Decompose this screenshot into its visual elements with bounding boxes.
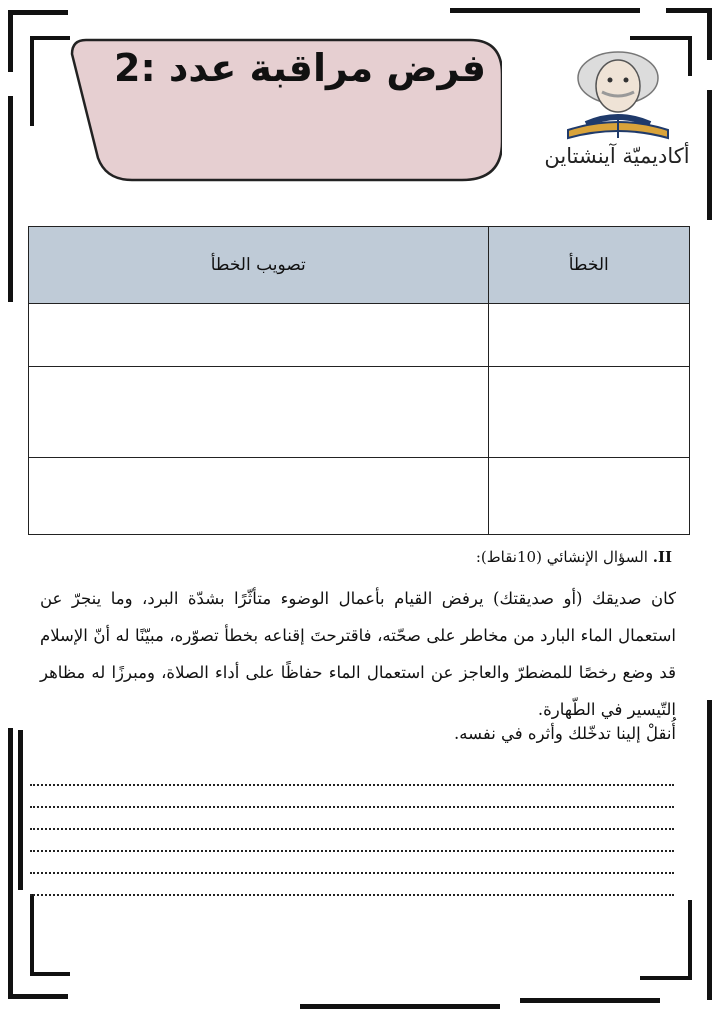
table-cell[interactable] <box>29 367 489 458</box>
table-cell[interactable] <box>29 304 489 367</box>
frame-right-inner-v <box>688 36 692 76</box>
frame-top-right-h <box>450 8 640 13</box>
table-cell[interactable] <box>488 458 689 535</box>
answer-line[interactable] <box>30 828 674 830</box>
column-header-error: الخطأ <box>488 227 689 304</box>
error-correction-table <box>28 226 690 535</box>
frame-bottom-right-inner-v <box>688 900 692 980</box>
frame-bottom-left-v <box>8 728 13 998</box>
table-row <box>29 458 690 535</box>
question-number: II. <box>652 548 672 566</box>
frame-bottom-mid-h <box>300 1004 500 1009</box>
table-row <box>29 367 690 458</box>
question-task: أُنقلْ إلينا تدخّلك وأثره في نفسه. <box>454 724 676 743</box>
question-heading <box>476 548 672 566</box>
frame-bottom-right-inner-h <box>640 976 692 980</box>
question-paragraph: كان صديقك (أو صديقتك) يرفض القيام بأعمال الوضوء متأثّرًا بشدّة البرد، وما ينجرّ عن استعمال الماء البارد من مخاطر على صحّته، فاقترحتَ إقناعه بخطأ تصوّره، مبيّنًا له أنّ الإسلام قد وضع رخصًا للمضطرّ والعاجز عن استعمال الماء حفاظًا على أداء الصلاة، ومبرزًا له مظاهر التّيسير في الطّهارة. <box>40 589 676 719</box>
table-row <box>29 304 690 367</box>
frame-bottom-inner-h <box>30 972 70 976</box>
frame-top-right-h2 <box>666 8 712 13</box>
answer-line[interactable] <box>30 850 674 852</box>
question-label: السؤال الإنشائي (10نقاط): <box>475 548 648 566</box>
answer-line[interactable] <box>30 872 674 874</box>
table-header-row <box>29 227 690 304</box>
table-cell[interactable] <box>488 367 689 458</box>
column-header-correction: تصويب الخطأ <box>29 227 489 304</box>
table-cell[interactable] <box>29 458 489 535</box>
frame-top-left-v <box>8 10 13 72</box>
page-title: فرض مراقبة عدد :2 <box>113 46 486 90</box>
frame-top-right-v <box>707 8 712 60</box>
answer-line[interactable] <box>30 894 674 896</box>
frame-right-v <box>707 90 712 220</box>
table-cell[interactable] <box>488 304 689 367</box>
answer-line[interactable] <box>30 784 674 786</box>
frame-mid-left-v <box>18 730 23 890</box>
logo-caption: أكاديميّة آينشتاين <box>544 144 690 168</box>
frame-top-left-h <box>8 10 68 15</box>
frame-bottom-inner-v <box>30 894 34 976</box>
frame-left-inner-v2 <box>30 36 34 126</box>
frame-bottom-right-v <box>707 700 712 1000</box>
frame-bottom-left-h <box>8 994 68 999</box>
answer-line[interactable] <box>30 806 674 808</box>
frame-left-inner-v <box>8 96 13 302</box>
frame-bottom-right-h <box>520 998 660 1003</box>
